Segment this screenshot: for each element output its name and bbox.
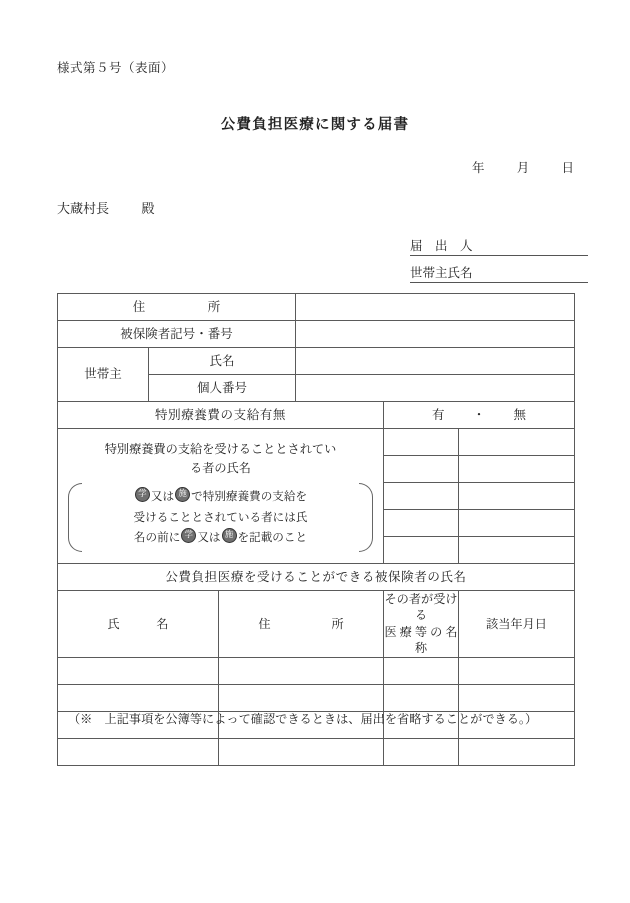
cell-date[interactable] [459, 657, 575, 684]
date-month-label: 月 [516, 161, 530, 175]
note-line3-b: 又は [197, 531, 221, 545]
householder-name-label-cell: 氏名 [149, 348, 296, 375]
cell-date[interactable] [459, 738, 575, 765]
address-input-cell[interactable] [296, 294, 575, 321]
table-row-public-aid-header [58, 564, 575, 591]
note-line-2: 受けることとされている者には氏 [133, 510, 308, 524]
recipients-label-line1: 特別療養費の支給を受けることとされてい [104, 441, 337, 456]
column-header-date: 該当年月日 [459, 591, 575, 658]
address-label-cell: 住 所 [58, 294, 296, 321]
note-line1-b: で特別療養費の支給を [191, 490, 308, 504]
cell-medical-name[interactable] [384, 657, 459, 684]
special-care-option-separator: ・ [472, 407, 486, 422]
recipient-name-cell[interactable] [384, 483, 459, 510]
table-row-insured-number [58, 321, 575, 348]
recipient-extra-cell[interactable] [459, 429, 575, 456]
recipient-name-cell[interactable] [384, 537, 459, 564]
householder-label-cell: 世帯主 [58, 348, 149, 402]
cell-medical-name[interactable] [384, 738, 459, 765]
recipients-label-line2: る者の氏名 [190, 460, 251, 475]
table-row-special-care [58, 402, 575, 429]
circled-gakusei-icon-2: 学 [181, 528, 196, 543]
special-care-option-yes[interactable]: 有 [432, 407, 445, 422]
recipient-extra-cell[interactable] [459, 483, 575, 510]
column-header-medical-line2: 医 療 等 の 名 称 [384, 624, 458, 656]
householder-mynumber-label-cell: 個人番号 [149, 375, 296, 402]
form-number-label: 様式第５号（表面） [57, 61, 175, 75]
recipient-name-cell[interactable] [384, 429, 459, 456]
circled-shisetsu-icon: 施 [175, 487, 190, 502]
recipient-extra-cell[interactable] [459, 510, 575, 537]
table-row-address [58, 294, 575, 321]
insured-number-input-cell[interactable] [296, 321, 575, 348]
special-care-options-cell[interactable] [384, 402, 575, 429]
submitter-block [410, 236, 588, 290]
cell-name[interactable] [58, 657, 219, 684]
recipients-label-cell [58, 429, 384, 564]
householder-mynumber-input-cell[interactable] [296, 375, 575, 402]
recipient-name-cell[interactable] [384, 510, 459, 537]
special-care-option-no[interactable]: 無 [513, 407, 527, 422]
table-row [58, 684, 575, 711]
insured-number-label-cell: 被保険者記号・番号 [58, 321, 296, 348]
addressee [57, 198, 155, 217]
recipient-extra-cell[interactable] [459, 456, 575, 483]
public-aid-header-cell: 公費負担医療を受けることができる被保険者の氏名 [58, 564, 575, 591]
cell-medical-name[interactable] [384, 684, 459, 711]
column-header-name: 氏 名 [58, 591, 219, 658]
applicant-field[interactable] [410, 236, 588, 256]
addressee-honorific: 殿 [141, 201, 155, 216]
cell-address[interactable] [219, 738, 384, 765]
cell-date[interactable] [459, 684, 575, 711]
householder-name-field[interactable] [410, 263, 588, 283]
footnote: （※ 上記事項を公簿等によって確認できるときは、届出を省略することができる。） [68, 712, 538, 726]
cell-name[interactable] [58, 684, 219, 711]
circled-gakusei-icon: 学 [135, 487, 150, 502]
main-form-table [57, 293, 575, 766]
recipient-extra-cell[interactable] [459, 537, 575, 564]
note-line3-c: を記載のこと [237, 531, 308, 545]
applicant-label: 届 出 人 [410, 239, 473, 253]
cell-address[interactable] [219, 684, 384, 711]
date-day-label: 日 [561, 161, 574, 175]
table-row [58, 657, 575, 684]
cell-name[interactable] [58, 738, 219, 765]
circled-shisetsu-icon-2: 施 [222, 528, 237, 543]
special-care-label-cell: 特別療養費の支給有無 [58, 402, 384, 429]
note-line-1 [84, 487, 357, 507]
recipients-instruction-note [68, 481, 373, 552]
householder-name-input-cell[interactable] [296, 348, 575, 375]
table-row-column-headers [58, 591, 575, 658]
note-line1-a: 又は [150, 490, 175, 504]
column-header-medical-name [384, 591, 459, 658]
cell-address[interactable] [219, 657, 384, 684]
date-line [472, 158, 574, 176]
table-row-recipients-note [58, 429, 575, 456]
recipient-name-cell[interactable] [384, 456, 459, 483]
note-line3-a: 名の前に [133, 531, 181, 545]
table-row [58, 738, 575, 765]
column-header-address: 住 所 [219, 591, 384, 658]
page-title: 公費負担医療に関する届書 [220, 117, 410, 133]
householder-name-label: 世帯主氏名 [410, 266, 473, 280]
table-row-householder-name [58, 348, 575, 375]
date-year-label: 年 [471, 161, 485, 175]
note-line-3 [84, 528, 357, 548]
column-header-medical-line1: その者が受ける [384, 592, 458, 623]
addressee-name: 大蔵村長 [57, 201, 110, 216]
